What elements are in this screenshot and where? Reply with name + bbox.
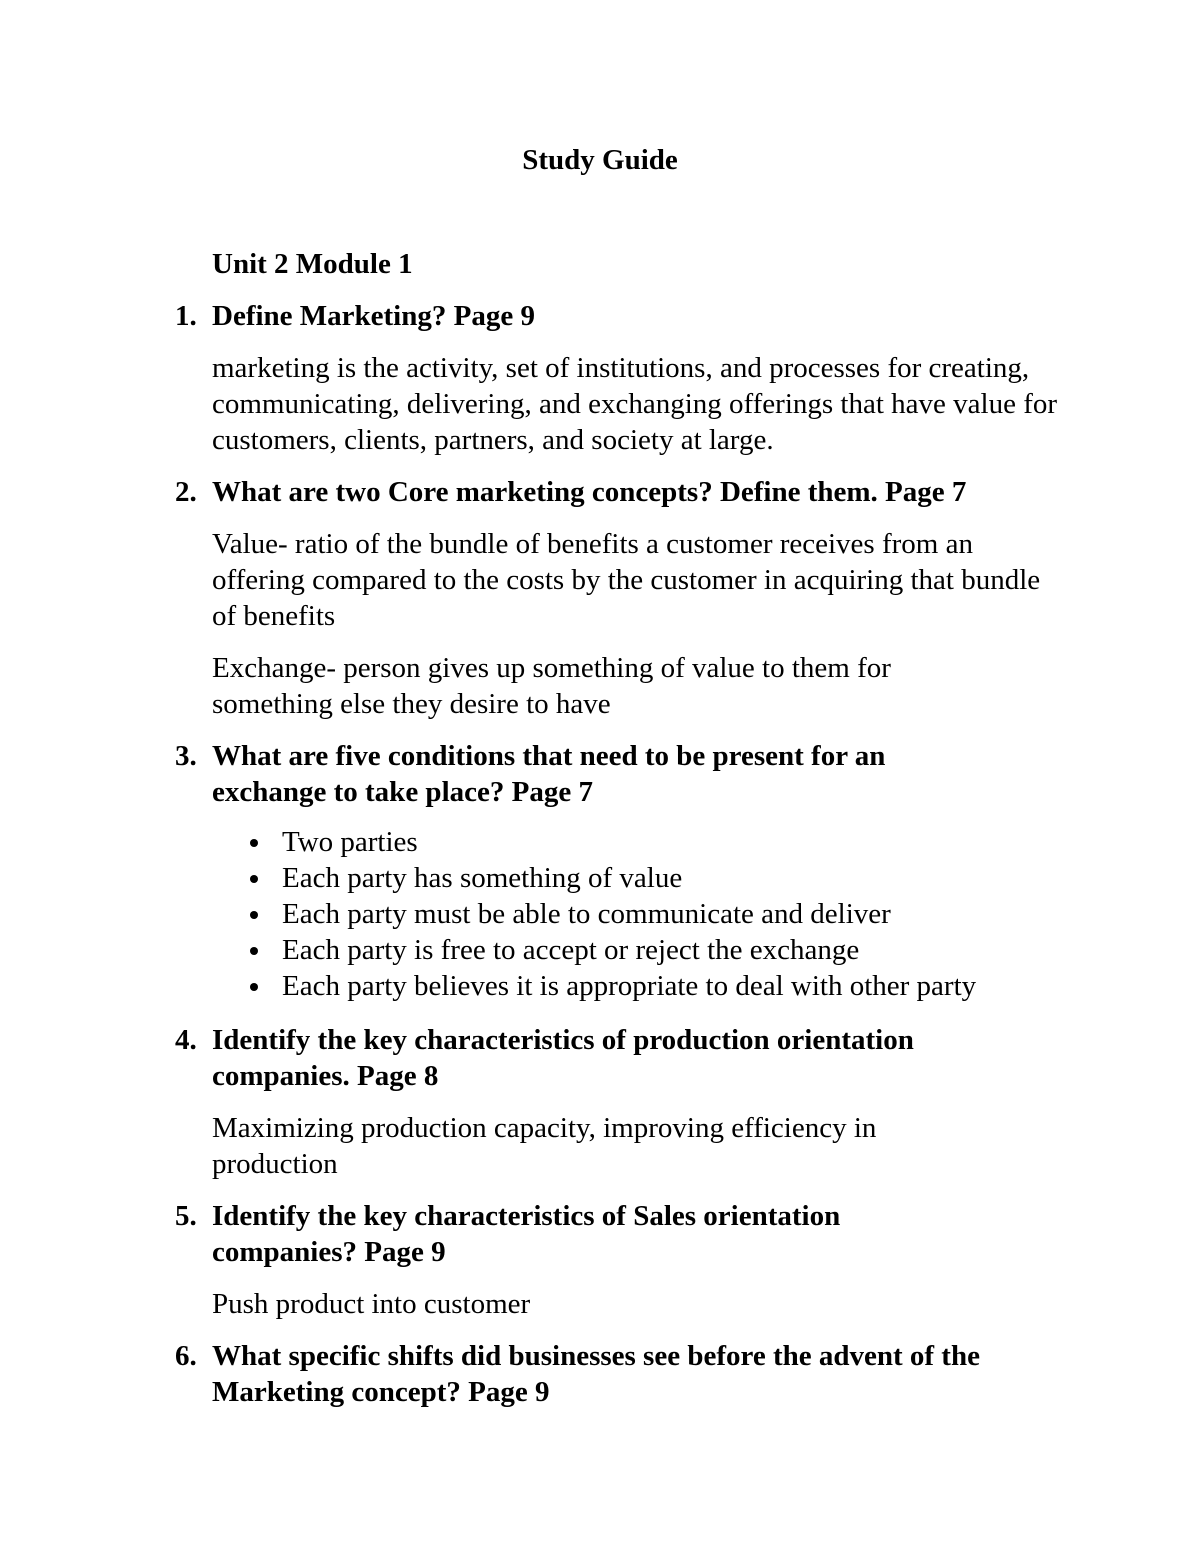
bullet-icon <box>250 983 258 991</box>
question-number: 4. <box>175 1024 197 1056</box>
question-number: 6. <box>175 1340 197 1372</box>
list-item: Each party believes it is appropriate to deal with other party <box>212 968 1112 1004</box>
question-1 <box>175 298 1112 334</box>
question-number: 3. <box>175 740 197 772</box>
answer-4: Maximizing production capacity, improving efficiency in production <box>212 1112 877 1180</box>
question-text: What specific shifts did businesses see before the advent of the Marketing concept? Page 9 <box>212 1340 980 1408</box>
question-4 <box>175 1022 992 1094</box>
page-title: Study Guide <box>522 144 678 176</box>
module-heading: Unit 2 Module 1 <box>212 248 413 280</box>
list-item: Each party is free to accept or reject the exchange <box>212 932 1112 968</box>
bullet-icon <box>250 875 258 883</box>
bullet-icon <box>250 839 258 847</box>
question-number: 2. <box>175 476 197 508</box>
question-text: What are five conditions that need to be present for an exchange to take place? Page 7 <box>212 740 886 808</box>
answer-2-value: Value- ratio of the bundle of benefits a customer receives from an offering compared to the costs by the customer in acquiring that bundle of benefits <box>212 528 1041 632</box>
question-text: Define Marketing? Page 9 <box>212 300 535 332</box>
question-text: Identify the key characteristics of production orientation companies. Page 8 <box>212 1024 914 1092</box>
answer-2-exchange: Exchange- person gives up something of value to them for something else they desire to have <box>212 652 891 720</box>
bullet-icon <box>250 911 258 919</box>
question-text: Identify the key characteristics of Sales orientation companies? Page 9 <box>212 1200 841 1268</box>
question-3 <box>175 738 972 810</box>
question-text: What are two Core marketing concepts? Define them. Page 7 <box>212 476 967 508</box>
question-5 <box>175 1198 932 1270</box>
question-number: 5. <box>175 1200 197 1232</box>
list-item: Two parties <box>212 824 1112 860</box>
question-number: 1. <box>175 300 197 332</box>
answer-5: Push product into customer <box>212 1288 531 1320</box>
answer-1: marketing is the activity, set of institutions, and processes for creating, communicating, delivering, and exchanging offerings that have value for customers, clients, partners, and society at large. <box>212 352 1058 456</box>
conditions-list <box>212 824 1112 1004</box>
question-6 <box>175 1338 1072 1410</box>
question-2 <box>175 474 1112 510</box>
bullet-icon <box>250 947 258 955</box>
list-item: Each party must be able to communicate and deliver <box>212 896 1112 932</box>
list-item: Each party has something of value <box>212 860 1112 896</box>
